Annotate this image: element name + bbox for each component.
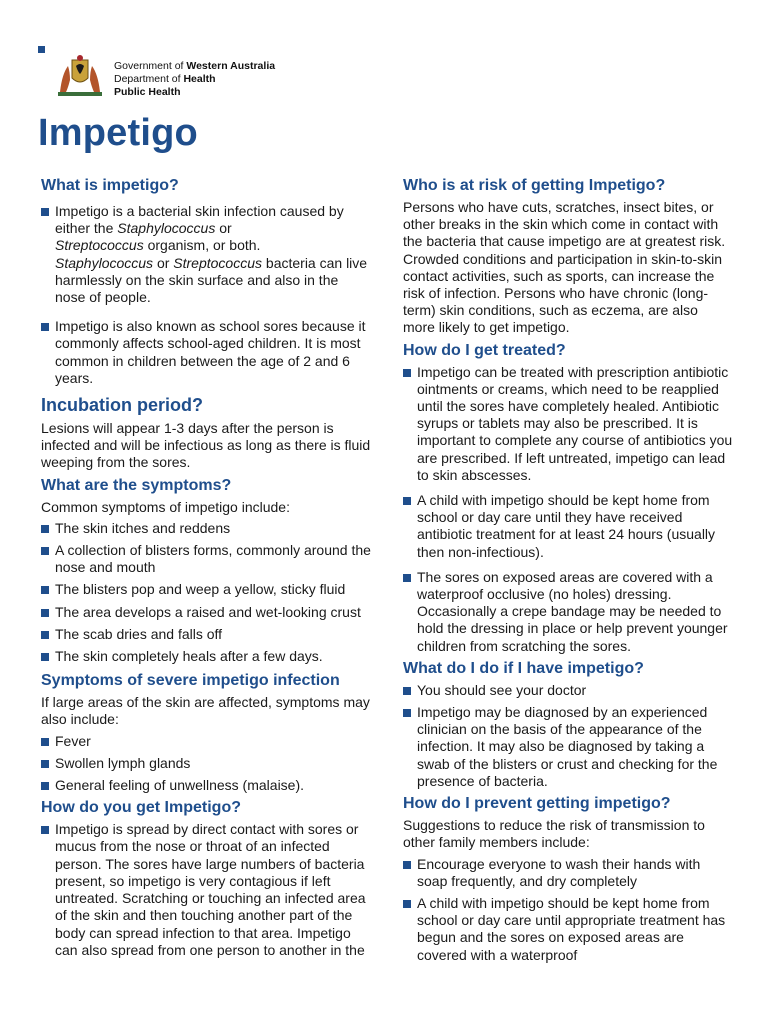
incubation-text: Lesions will appear 1-3 days after the person is infected and will be infectious as long as there is fluid weeping from the sores.	[41, 420, 371, 471]
severe-list	[41, 733, 371, 795]
corner-marker	[38, 46, 45, 53]
do-list	[403, 682, 733, 790]
list-item: A child with impetigo should be kept home from school or day care until appropriate treatment has begun and the sores on exposed areas are covered with a waterproof	[403, 895, 733, 964]
severe-heading: Symptoms of severe impetigo infection	[41, 672, 340, 690]
prevent-heading: How do I prevent getting impetigo?	[403, 795, 671, 813]
what-list	[41, 203, 371, 387]
list-item: The blisters pop and weep a yellow, sticky fluid	[41, 581, 371, 598]
symptoms-list	[41, 520, 371, 665]
list-item: The skin completely heals after a few days.	[41, 648, 371, 665]
get-heading: How do you get Impetigo?	[41, 799, 241, 817]
prevent-list	[403, 856, 733, 964]
list-item: The sores on exposed areas are covered with a waterproof occlusive (no holes) dressing. Occasionally a crepe bandage may be needed to hold the dressing in place or help prevent younger children from scratching the sores.	[403, 569, 733, 655]
list-item: Swollen lymph glands	[41, 755, 371, 772]
list-item: Impetigo is a bacterial skin infection caused by either the Staphylococcus or Streptococcus organism, or both. Staphylococcus or Streptococcus bacteria can live harmlessly on the skin surface and also in the nose of people.	[41, 203, 371, 306]
list-item: Impetigo may be diagnosed by an experienced clinician on the basis of the appearance of the infection. It may also be diagnosed by taking a swab of the blisters or crust and checking for the presence of bacteria.	[403, 704, 733, 790]
right-column	[403, 176, 733, 964]
treated-list	[403, 364, 733, 655]
list-item: You should see your doctor	[403, 682, 733, 699]
treated-heading: How do I get treated?	[403, 341, 566, 359]
list-item: The skin itches and reddens	[41, 520, 371, 537]
get-list	[41, 821, 371, 959]
list-item: Impetigo can be treated with prescription antibiotic ointments or creams, which need to be reapplied until the sores have completely healed. Antibiotic syrups or tablets may also be prescribed. It is important to complete any course of antibiotics you are prescribed. If left untreated, impetigo can lead to skin abscesses.	[403, 364, 733, 484]
list-item: A collection of blisters forms, commonly around the nose and mouth	[41, 542, 371, 576]
severe-intro: If large areas of the skin are affected, symptoms may also include:	[41, 694, 370, 728]
list-item: The scab dries and falls off	[41, 626, 371, 643]
symptoms-heading: What are the symptoms?	[41, 476, 232, 494]
symptoms-intro: Common symptoms of impetigo include:	[41, 498, 290, 515]
list-item: Fever	[41, 733, 371, 750]
prevent-intro: Suggestions to reduce the risk of transmission to other family members include:	[403, 817, 705, 851]
list-item: General feeling of unwellness (malaise).	[41, 777, 371, 794]
left-column	[41, 176, 371, 959]
incubation-heading: Incubation period?	[41, 395, 203, 416]
list-item: A child with impetigo should be kept home from school or day care until they have received antibiotic treatment for at least 24 hours (usually then non-infectious).	[403, 492, 733, 561]
list-item: The area develops a raised and wet-looking crust	[41, 604, 371, 621]
do-heading: What do I do if I have impetigo?	[403, 659, 644, 677]
risk-heading: Who is at risk of getting Impetigo?	[403, 177, 666, 194]
risk-text: Persons who have cuts, scratches, insect bites, or other breaks in the skin which come in contact with the bacteria that cause impetigo are at greatest risk. Crowded conditions and participation in skin-to-skin contact activities, such as sports, can increase the risk of infection. Persons who have chronic (long-term) skin conditions, such as eczema, are also more likely to get impetigo.	[403, 199, 726, 336]
list-item: Impetigo is spread by direct contact with sores or mucus from the nose or throat of an infected person. The sores have large numbers of bacteria present, so impetigo is very contagious if left untreated. Scratching or touching an infected area of the skin and then touching another part of the body can spread infection to that area. Impetigo can also spread from one person to another in the	[41, 821, 371, 959]
list-item: Impetigo is also known as school sores because it commonly affects school-aged children. It is most common in children between the age of 2 and 6 years.	[41, 318, 371, 387]
what-heading: What is impetigo?	[41, 177, 179, 194]
wa-coat-of-arms-logo	[54, 52, 106, 98]
list-item: Encourage everyone to wash their hands with soap frequently, and dry completely	[403, 856, 733, 890]
page-title: Impetigo	[38, 112, 198, 154]
government-header: Government of Western Australia Department of Health Public Health	[114, 60, 276, 98]
